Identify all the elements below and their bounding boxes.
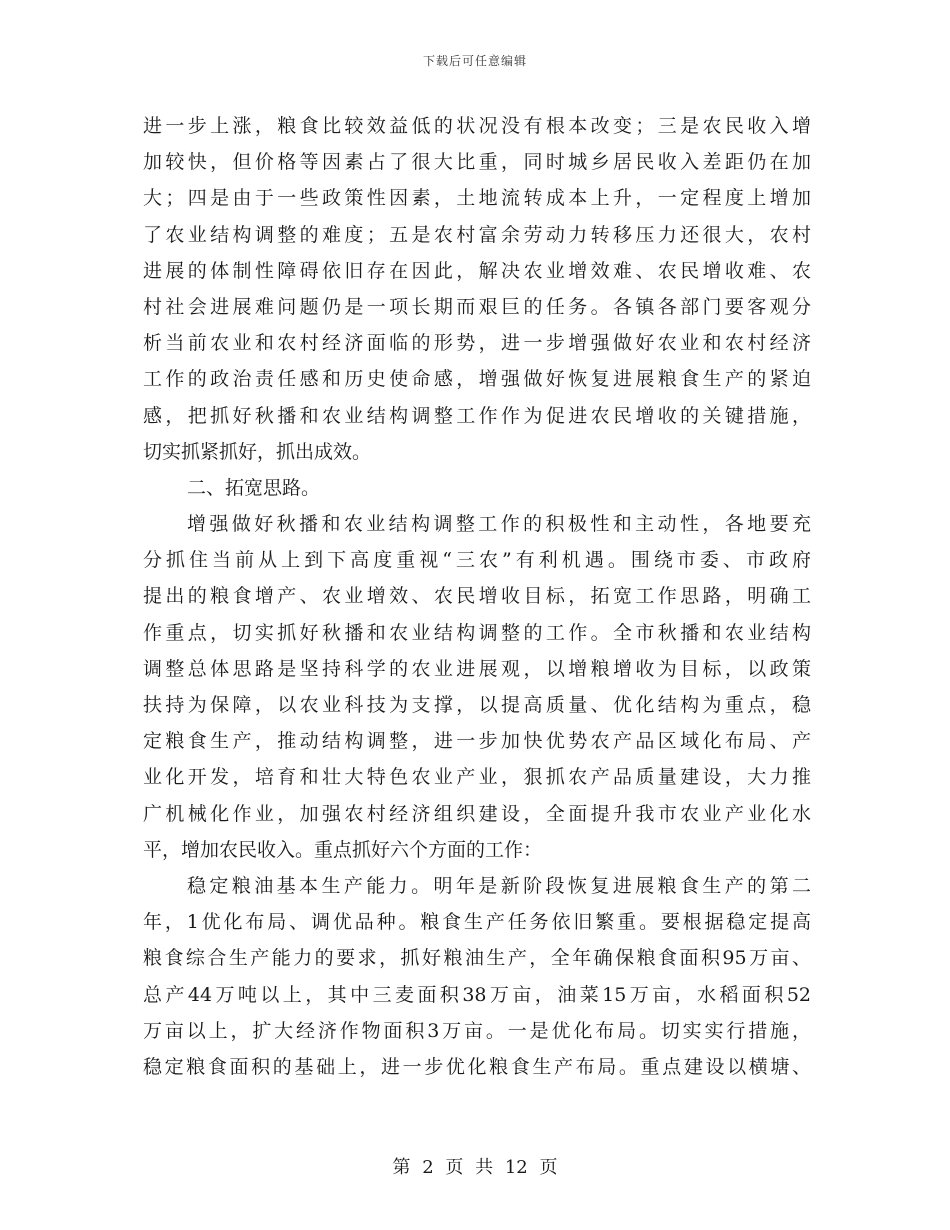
text-line: 扶持为保障，以农业科技为支撑，以提高质量、优化结构为重点，稳 [143,694,811,716]
text-line: 了农业结构调整的难度；五是农村富余劳动力转移压力还很大，农村 [143,223,811,246]
text-line: 年，1优化布局、调优品种。粮食生产任务依旧繁重。要根据稳定提高 [143,911,811,934]
text-line: 万亩以上，扩大经济作物面积3万亩。一是优化布局。切实实行措施， [143,1019,811,1042]
text-line: 析当前农业和农村经济面临的形势，进一步增强做好农业和农村经济 [143,332,811,355]
text-line: 切实抓紧抓好，抓出成效。 [143,440,372,463]
text-line: 定粮食生产，推动结构调整，进一步加快优势农产品区域化布局、产 [143,730,811,753]
text-line: 加较快，但价格等因素占了很大比重，同时城乡居民收入差距仍在加 [143,151,811,174]
section-heading: 二、拓宽思路。 [187,476,321,499]
text-line: 进展的体制性障碍依旧存在因此，解决农业增效难、农民增收难、农 [143,259,811,282]
text-line: 大；四是由于一些政策性因素，土地流转成本上升，一定程度上增加 [143,187,811,210]
text-line: 工作的政治责任感和历史使命感，增强做好恢复进展粮食生产的紧迫 [143,368,811,391]
text-line: 提出的粮食增产、农业增效、农民增收目标，拓宽工作思路，明确工 [143,585,811,608]
paragraph-first-line: 增强做好秋播和农业结构调整工作的积极性和主动性，各地要充 [187,513,811,536]
text-line: 调整总体思路是坚持科学的农业进展观，以增粮增收为目标，以政策 [143,657,811,680]
paragraph-first-line: 稳定粮油基本生产能力。明年是新阶段恢复进展粮食生产的第二 [187,874,811,897]
page-header: 下载后可任意编辑 [422,54,527,68]
text-line: 分抓住当前从上到下高度重视“三农”有利机遇。围绕市委、市政府 [143,549,811,572]
page-number-footer: 第 2 页 共 12 页 [392,1157,558,1178]
text-line: 村社会进展难问题仍是一项长期而艰巨的任务。各镇各部门要客观分 [143,295,811,318]
text-line: 平，增加农民收入。重点抓好六个方面的工作： [143,838,543,861]
text-line: 总产44万吨以上，其中三麦面积38万亩，油菜15万亩，水稻面积52 [143,983,811,1006]
text-line: 感，把抓好秋播和农业结构调整工作作为促进农民增收的关键措施， [143,404,811,427]
text-line: 稳定粮食面积的基础上，进一步优化粮食生产布局。重点建设以横塘、 [143,1055,811,1078]
text-line: 广机械化作业，加强农村经济组织建设，全面提升我市农业产业化水 [143,802,811,825]
text-line: 粮食综合生产能力的要求，抓好粮油生产，全年确保粮食面积95万亩、 [143,947,811,970]
text-line: 作重点，切实抓好秋播和农业结构调整的工作。全市秋播和农业结构 [143,621,811,644]
text-line: 业化开发，培育和壮大特色农业产业，狠抓农产品质量建设，大力推 [143,766,811,789]
document-body [143,108,811,1085]
text-line: 进一步上涨，粮食比较效益低的状况没有根本改变；三是农民收入增 [143,115,811,137]
